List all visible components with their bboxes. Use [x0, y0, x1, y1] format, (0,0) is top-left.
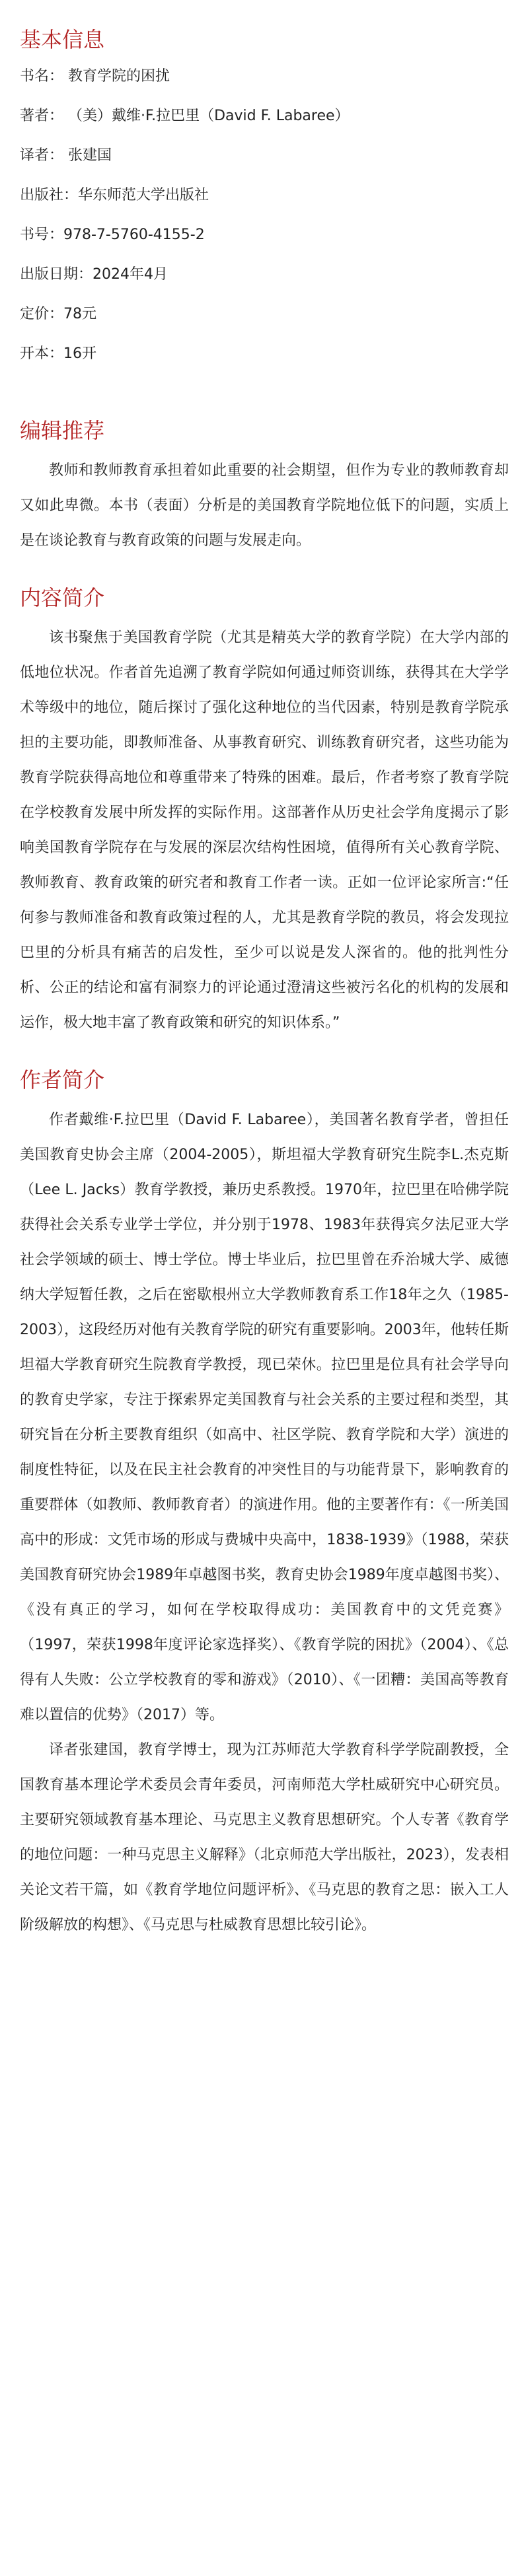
basic-info-format: 开本：16开: [20, 345, 96, 362]
basic-info-list: [20, 66, 509, 365]
basic-info-pubdate: 出版日期：2024年4月: [20, 266, 168, 283]
summary-body: [20, 620, 509, 1040]
basic-info-price: 定价：78元: [20, 306, 96, 322]
author-body: [20, 1102, 509, 1943]
editor-rec-heading: 编辑推荐: [20, 418, 105, 443]
author-heading: 作者简介: [20, 1067, 105, 1092]
basic-info-isbn: 书号：978-7-5760-4155-2: [20, 227, 205, 243]
summary-paragraph: 该书聚焦于美国教育学院（尤其是精英大学的教育学院）在大学内部的低地位状况。作者首先追溯了教育学院如何通过师资训练，获得其在大学学术等级中的地位，随后探讨了强化这种地位的当代因素，特别是教育学院承担的主要功能，即教师准备、从事教育研究、训练教育研究者，这些功能为教育学院获得高地位和尊重带来了特殊的困难。最后，作者考察了教育学院在学校教育发展中所发挥的实际作用。这部著作从历史社会学角度揭示了影响美国教育学院存在与发展的深层次结构性困境，值得所有关心教育学院、教师教育、教育政策的研究者和教育工作者一读。正如一位评论家所言:“任何参与教师准备和教育政策过程的人，尤其是教育学院的教员，将会发现拉巴里的分析具有痛苦的启发性，至少可以说是发人深省的。他的批判性分析、公正的结论和富有洞察力的评论通过澄清这些被污名化的机构的发展和运作，极大地丰富了教育政策和研究的知识体系。”: [20, 629, 509, 1031]
basic-info-publisher: 出版社：华东师范大学出版社: [20, 187, 209, 203]
translator-paragraph: 译者张建国，教育学博士，现为江苏师范大学教育科学学院副教授，全国教育基本理论学术委员会青年委员，河南师范大学杜威研究中心研究员。主要研究领域教育基本理论、马克思主义教育思想研究。个人专著《教育学的地位问题：一种马克思主义解释》（北京师范大学出版社，2023），发表相关论文若干篇，如《教育学地位问题评析》、《马克思的教育之思：嵌入工人阶级解放的构想》、《马克思与杜威教育思想比较引论》。: [20, 1742, 509, 1933]
basic-info-title: 书名： 教育学院的困扰: [20, 68, 170, 85]
editor-rec-paragraph: 教师和教师教育承担着如此重要的社会期望，但作为专业的教师教育却又如此卑微。本书（表面）分析是的美国教育学院地位低下的问题，实质上是在谈论教育与教育政策的问题与发展走向。: [20, 462, 509, 549]
basic-info-heading: 基本信息: [20, 27, 105, 52]
summary-heading: 内容简介: [20, 585, 105, 610]
editor-rec-body: [20, 453, 509, 558]
author-paragraph: 作者戴维·F.拉巴里（David F. Labaree），美国著名教育学者，曾担任美国教育史协会主席（2004-2005），斯坦福大学教育研究生院李L.杰克斯（Lee L. Jacks）教育学教授，兼历史系教授。1970年，拉巴里在哈佛学院获得社会关系专业学士学位，并分别于1978、1983年获得宾夕法尼亚大学社会学领域的硕士、博士学位。博士毕业后，拉巴里曾在乔治城大学、威德纳大学短暂任教，之后在密歇根州立大学教师教育系工作18年之久（1985-2003），这段经历对他有关教育学院的研究有重要影响。2003年，他转任斯坦福大学教育研究生院教育学教授，现已荣休。拉巴里是位具有社会学导向的教育史学家，专注于探索界定美国教育与社会关系的主要过程和类型，其研究旨在分析主要教育组织（如高中、社区学院、教育学院和大学）演进的制度性特征，以及在民主社会教育的冲突性目的与功能背景下，影响教育的重要群体（如教师、教师教育者）的演进作用。他的主要著作有：《一所美国高中的形成：文凭市场的形成与费城中央高中，1838-1939》（1988，荣获美国教育研究协会1989年卓越图书奖，教育史协会1989年度卓越图书奖）、《没有真正的学习，如何在学校取得成功：美国教育中的文凭竞赛》（1997，荣获1998年度评论家选择奖）、《教育学院的困扰》（2004）、《总得有人失败：公立学校教育的零和游戏》（2010）、《一团糟：美国高等教育难以置信的优势》（2017）等。: [20, 1112, 509, 1723]
basic-info-translator: 译者： 张建国: [20, 147, 112, 164]
basic-info-author: 著者： （美）戴维·F.拉巴里（David F. Labaree）: [20, 108, 350, 124]
